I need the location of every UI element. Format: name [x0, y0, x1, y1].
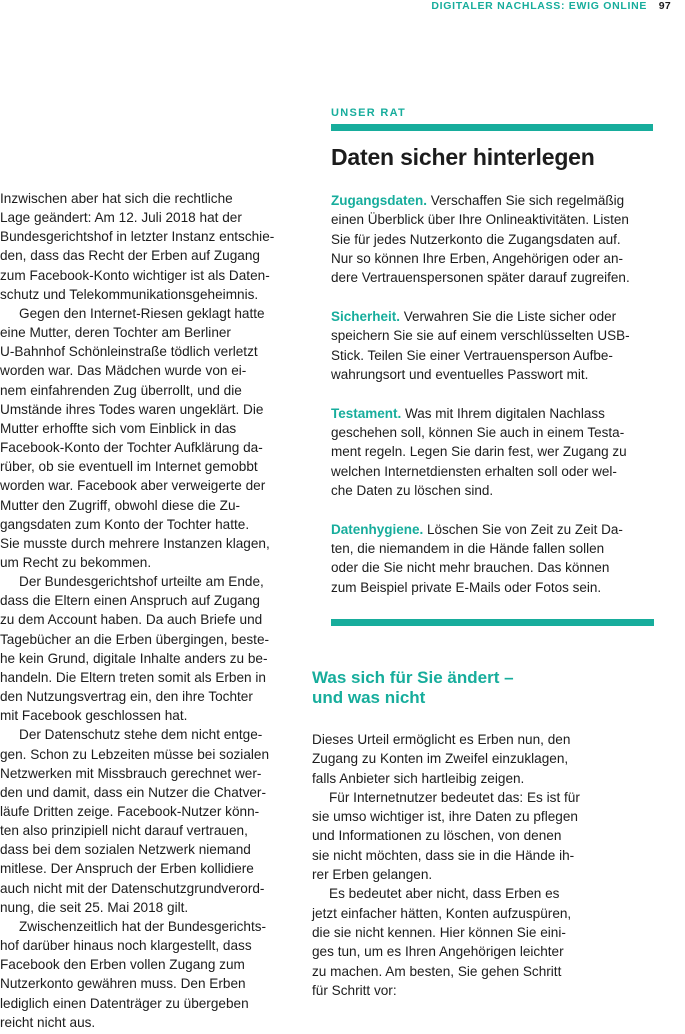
tip-item: [331, 520, 653, 597]
text-line: oder die Sie nicht mehr brauchen. Das können: [331, 560, 610, 576]
paragraph: [0, 572, 288, 725]
text-line: Facebook-Konto der Tochter Aufklärung da-: [0, 440, 263, 456]
advice-box: [331, 106, 653, 616]
text-line: nem einfahrenden Zug überrollt, und die: [0, 382, 242, 398]
text-line: mit Facebook geschlossen hat.: [0, 708, 188, 724]
text-line: falls Anbieter sich hartleibig zeigen.: [312, 770, 525, 786]
text-line: Zugang zu Konten im Zweifel einzuklagen,: [312, 751, 569, 767]
text-line: Nutzerkonto gewähren muss. Den Erben: [0, 976, 246, 992]
text-line: mitlese. Der Anspruch der Erben kollidiere: [0, 861, 254, 877]
text-line: Sie musste durch mehrere Instanzen klagen,: [0, 535, 270, 551]
text-line: die sie nicht kennen. Hier können Sie eini-: [312, 924, 566, 940]
text-line: sie nicht möchten, dass sie in die Hände ih-: [312, 847, 575, 863]
text-line: gen. Schon zu Lebzeiten müsse bei sozialen: [0, 746, 270, 762]
text-line: dass bei dem sozialen Netzwerk niemand: [0, 842, 251, 858]
text-line: eine Mutter, deren Tochter am Berliner: [0, 325, 231, 341]
section: [312, 668, 612, 1000]
text-line: um Recht zu bekommen.: [0, 554, 152, 570]
text-line: Gegen den Internet-Riesen geklagt hatte: [19, 305, 265, 321]
page-number: 97: [658, 0, 671, 12]
text-line: Für Internetnutzer bedeutet das: Es ist für: [329, 789, 580, 805]
tip-lead: Testament.: [331, 405, 402, 421]
text-line: den und damit, dass ein Nutzer die Chatver-: [0, 784, 266, 800]
text-line: Sie für jedes Nutzerkonto die Zugangsdaten auf.: [331, 231, 621, 247]
paragraph: [312, 884, 612, 1000]
text-line: dass die Eltern einen Anspruch auf Zugang: [0, 593, 260, 609]
advice-heading: Daten sicher hinterlegen: [331, 144, 595, 170]
text-line: auch nicht mit der Datenschutzgrundverord-: [0, 880, 265, 896]
heading-line: und was nicht: [312, 687, 426, 707]
text-line: Was mit Ihrem digitalen Nachlass: [401, 405, 605, 421]
text-line: wahrungsort und eventuelles Passwort mit.: [331, 366, 589, 382]
text-line: Verwahren Sie die Liste sicher oder: [400, 308, 617, 324]
text-line: handeln. Die Eltern treten somit als Erben in: [0, 669, 266, 685]
text-line: dere Vertrauenspersonen später darauf zugreifen.: [331, 270, 630, 286]
text-line: Stick. Teilen Sie einer Vertrauensperson Aufbe-: [331, 347, 613, 363]
text-line: Der Datenschutz stehe dem nicht entge-: [19, 727, 263, 743]
tip-item: [331, 404, 653, 500]
text-line: zu dem Account haben. Da auch Briefe und: [0, 612, 263, 628]
section-heading: [312, 668, 612, 707]
text-line: Zwischenzeitlich hat der Bundesgerichts-: [19, 918, 267, 934]
running-head-title: DIGITALER NACHLASS: EWIG ONLINE: [431, 0, 648, 12]
text-line: Der Bundesgerichtshof urteilte am Ende,: [19, 574, 264, 590]
text-line: Tagebücher an die Erben übergingen, beste-: [0, 631, 270, 647]
text-line: ten also prinzipiell nicht darauf vertrauen,: [0, 823, 248, 839]
text-line: zum Facebook-Konto wichtiger ist als Daten-: [0, 267, 270, 283]
text-line: zum Beispiel private E-Mails oder Fotos sein.: [331, 579, 602, 595]
text-line: geschehen soll, können Sie auch in einem Testa-: [331, 424, 625, 440]
text-line: Bundesgerichtshof in letzter Instanz entschie-: [0, 229, 275, 245]
paragraph: [0, 917, 288, 1032]
paragraph: [312, 730, 612, 788]
text-line: jetzt einfacher hätten, Konten aufzuspüren,: [312, 905, 572, 921]
advice-top-rule: [331, 124, 653, 131]
text-line: rüber, ob sie eventuell im Internet gemobbt: [0, 459, 258, 475]
text-line: ten, die niemandem in die Hände fallen sollen: [331, 540, 605, 556]
text-line: Dieses Urteil ermöglicht es Erben nun, den: [312, 732, 571, 747]
text-line: Verschaffen Sie sich regelmäßig: [427, 193, 625, 208]
text-line: Es bedeutet aber nicht, dass Erben es: [329, 886, 560, 902]
section-body: [312, 730, 612, 1000]
text-line: reicht nicht aus.: [0, 1014, 96, 1030]
text-line: sie umso wichtiger ist, ihre Daten zu pflegen: [312, 809, 578, 825]
text-line: worden war. Facebook aber verweigerte der: [0, 478, 266, 494]
text-line: zu machen. Am besten, Sie gehen Schritt: [312, 963, 562, 979]
text-line: den Nutzungsvertrag ein, den ihre Tochter: [0, 689, 253, 705]
text-line: Löschen Sie von Zeit zu Zeit Da-: [423, 521, 623, 537]
text-line: hof darüber hinaus noch klargestellt, dass: [0, 938, 252, 954]
text-line: Lage geändert: Am 12. Juli 2018 hat der: [0, 210, 242, 226]
heading-line: Was sich für Sie ändert –: [312, 668, 514, 687]
paragraph: [0, 189, 288, 304]
text-line: lediglich einen Datenträger zu übergeben: [0, 995, 249, 1011]
text-line: Inzwischen aber hat sich die rechtliche: [0, 191, 233, 206]
tip-item: [331, 307, 653, 384]
text-line: U-Bahnhof Schönleinstraße tödlich verletzt: [0, 344, 258, 360]
tip-lead: Zugangsdaten.: [331, 193, 428, 208]
text-line: schutz und Telekommunikationsgeheimnis.: [0, 286, 259, 302]
text-line: und Informationen zu löschen, von denen: [312, 828, 562, 844]
text-line: ges tun, um es Ihren Angehörigen leichter: [312, 944, 564, 960]
tip-lead: Datenhygiene.: [331, 521, 424, 537]
text-line: speichern Sie sie auf einem verschlüsselten USB-: [331, 328, 630, 344]
text-line: worden war. Das Mädchen wurde von ei-: [0, 363, 247, 379]
advice-label: UNSER RAT: [331, 107, 407, 119]
text-line: Facebook den Erben vollen Zugang zum: [0, 957, 245, 973]
paragraph: [312, 788, 612, 884]
text-line: Nur so können Ihre Erben, Angehörigen oder an-: [331, 250, 623, 266]
advice-tips: [331, 191, 653, 597]
text-line: Netzwerken mit Missbrauch gerechnet wer-: [0, 765, 262, 781]
text-line: Mutter erhoffte sich vom Einblick in das: [0, 420, 237, 436]
paragraph: [0, 725, 288, 917]
text-line: Mutter den Zugriff, obwohl diese die Zu-: [0, 497, 241, 513]
text-line: einen Überblick über Ihre Onlineaktivitäten. Listen: [331, 212, 629, 228]
text-line: für Schritt vor:: [312, 982, 397, 998]
paragraph: [0, 304, 288, 572]
text-line: gangsdaten zum Konto der Tochter hatte.: [0, 516, 250, 532]
text-line: den, dass das Recht der Erben auf Zugang: [0, 248, 260, 264]
advice-bottom-rule: [331, 619, 654, 626]
text-line: ment regeln. Legen Sie darin fest, wer Zugang zu: [331, 444, 627, 460]
left-column-text: [0, 189, 288, 1032]
text-line: läufe Dritten zeige. Facebook-Nutzer könn-: [0, 804, 260, 819]
text-line: nung, die seit 25. Mai 2018 gilt.: [0, 899, 189, 915]
text-line: che Daten zu löschen sind.: [331, 482, 494, 498]
running-head: [431, 0, 671, 14]
text-line: welchen Internetdiensten erhalten soll oder wel-: [331, 463, 617, 479]
tip-lead: Sicherheit.: [331, 308, 401, 324]
text-line: rer Erben gelangen.: [312, 867, 433, 883]
tip-item: [331, 191, 653, 287]
text-line: Umstände ihres Todes waren ungeklärt. Die: [0, 401, 264, 417]
text-line: he kein Grund, digitale Inhalte anders zu be-: [0, 650, 268, 666]
